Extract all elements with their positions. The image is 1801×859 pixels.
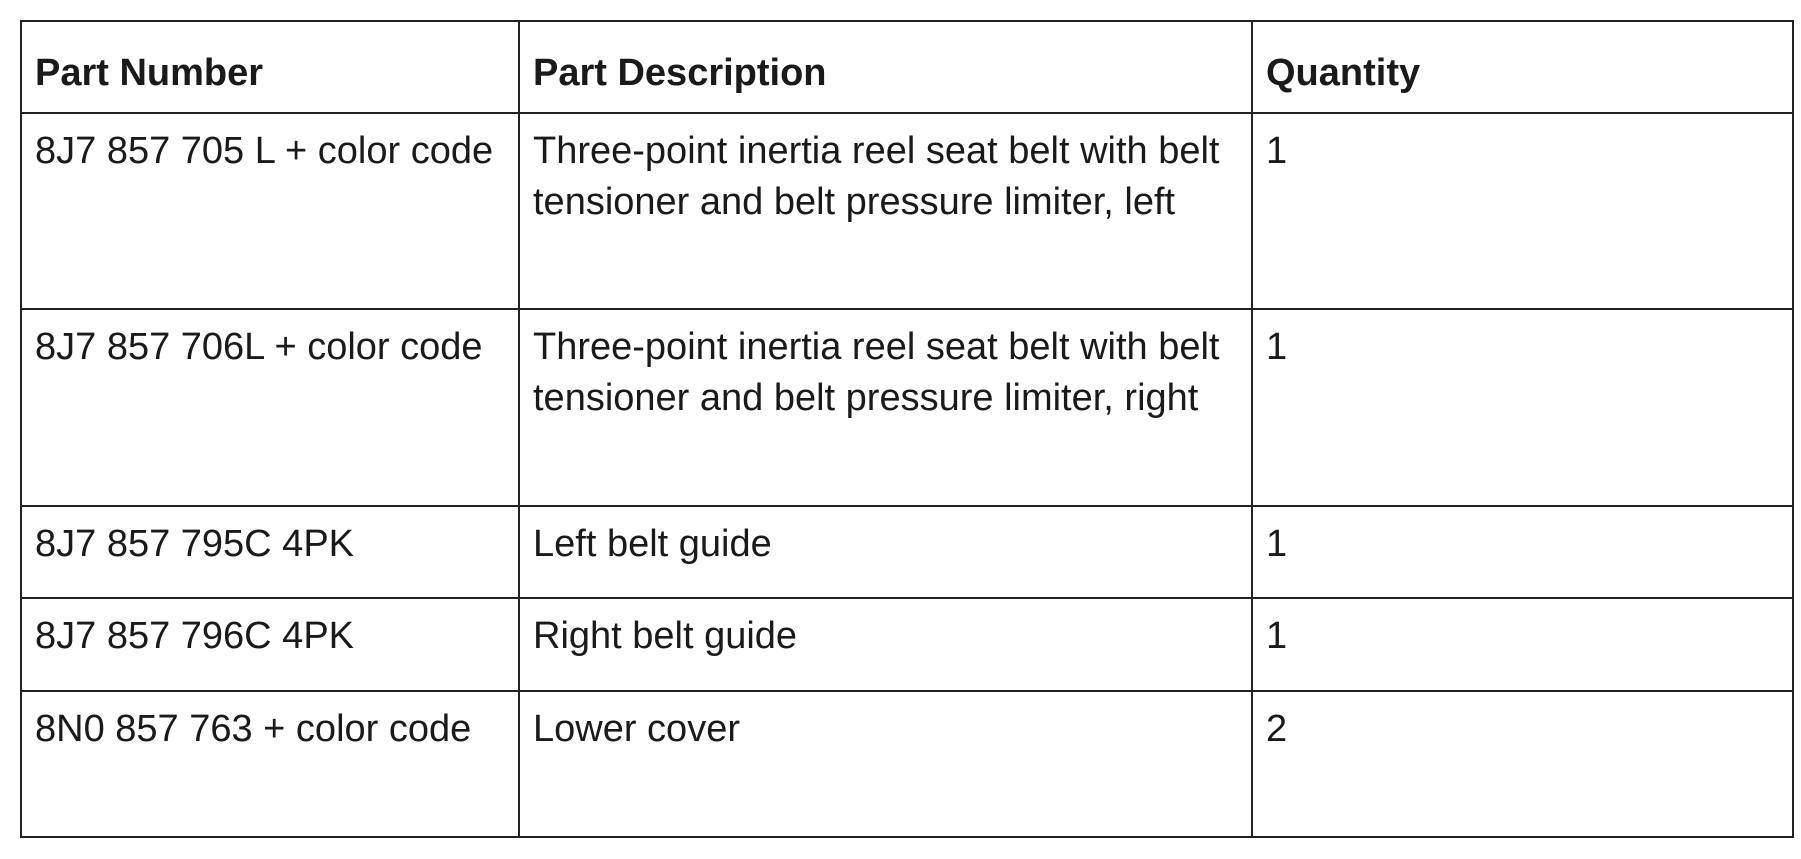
cell-quantity: 1 xyxy=(1252,309,1793,505)
cell-part-number: 8J7 857 705 L + color code xyxy=(21,113,519,309)
cell-part-description: Three-point inertia reel seat belt with belt tensioner and belt pressure limiter, right xyxy=(519,309,1252,505)
header-part-number: Part Number xyxy=(21,21,519,113)
table-row xyxy=(21,506,1793,599)
table-row xyxy=(21,309,1793,505)
cell-part-description: Lower cover xyxy=(519,691,1252,837)
table-row xyxy=(21,598,1793,691)
cell-part-description: Three-point inertia reel seat belt with belt tensioner and belt pressure limiter, left xyxy=(519,113,1252,309)
table-row xyxy=(21,691,1793,837)
table-header-row xyxy=(21,21,1793,113)
header-quantity: Quantity xyxy=(1252,21,1793,113)
cell-quantity: 1 xyxy=(1252,113,1793,309)
header-part-description: Part Description xyxy=(519,21,1252,113)
cell-quantity: 1 xyxy=(1252,506,1793,599)
cell-part-number: 8N0 857 763 + color code xyxy=(21,691,519,837)
table-row xyxy=(21,113,1793,309)
parts-table xyxy=(20,20,1794,838)
cell-quantity: 1 xyxy=(1252,598,1793,691)
cell-part-description: Right belt guide xyxy=(519,598,1252,691)
cell-part-number: 8J7 857 706L + color code xyxy=(21,309,519,505)
cell-part-description: Left belt guide xyxy=(519,506,1252,599)
cell-part-number: 8J7 857 796C 4PK xyxy=(21,598,519,691)
cell-part-number: 8J7 857 795C 4PK xyxy=(21,506,519,599)
cell-quantity: 2 xyxy=(1252,691,1793,837)
